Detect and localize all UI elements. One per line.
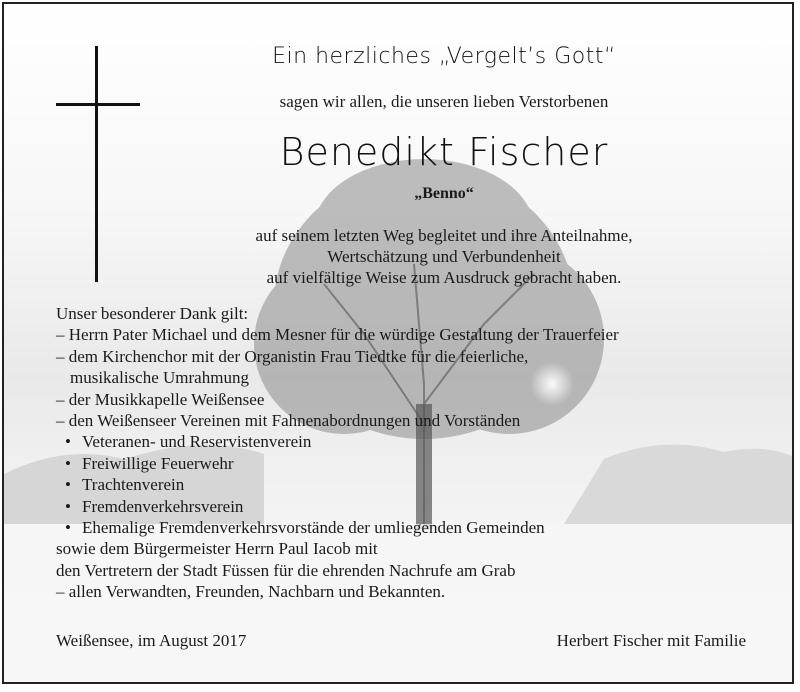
thanks-item: – allen Verwandten, Freunden, Nachbarn und Bekannten. xyxy=(56,582,446,602)
heading: Ein herzliches „Vergelt’s Gott“ xyxy=(272,44,616,69)
club-label: Trachtenverein xyxy=(82,475,185,495)
club-item xyxy=(56,517,619,538)
nickname: „Benno“ xyxy=(414,185,474,202)
club-item xyxy=(56,474,619,495)
club-item xyxy=(56,453,619,474)
thanks-item: – Herrn Pater Michael und dem Mesner für die würdige Gestaltung der Trauerfeier xyxy=(56,325,619,345)
club-item xyxy=(56,431,619,452)
body-line: Wertschätzung und Verbundenheit xyxy=(327,247,561,266)
condolence-text xyxy=(4,225,792,288)
club-item xyxy=(56,496,619,517)
bullet-icon: • xyxy=(65,432,71,452)
thanks-item: – den Weißenseer Vereinen mit Fahnenabordnungen und Vorständen xyxy=(56,411,521,431)
mayor-thanks-continuation: den Vertretern der Stadt Füssen für die ehrenden Nachrufe am Grab xyxy=(56,560,516,580)
place-date: Weißensee, im August 2017 xyxy=(56,631,247,650)
body-line: auf seinem letzten Weg begleitet und ihre Anteilnahme, xyxy=(255,226,633,245)
club-label: Ehemalige Fremdenverkehrsvorstände der umliegenden Gemeinden xyxy=(82,518,545,538)
bullet-icon: • xyxy=(65,453,71,473)
thanks-item-continuation: musikalische Umrahmung xyxy=(70,368,249,388)
bullet-icon: • xyxy=(65,475,71,495)
thanks-item: – dem Kirchenchor mit der Organistin Frau Tiedtke für die feierliche, xyxy=(56,346,529,366)
club-label: Freiwillige Feuerwehr xyxy=(82,453,234,473)
obituary-notice xyxy=(2,2,794,684)
deceased-name: Benedikt Fischer xyxy=(279,130,609,174)
bullet-icon: • xyxy=(65,496,71,516)
club-label: Fremdenverkehrsverein xyxy=(82,496,244,516)
signature: Herbert Fischer mit Familie xyxy=(556,631,746,650)
special-thanks-list xyxy=(56,303,619,603)
bullet-icon: • xyxy=(65,518,71,538)
thanks-intro: Unser besonderer Dank gilt: xyxy=(56,304,249,323)
mayor-thanks: sowie dem Bürgermeister Herrn Paul Iacob mit xyxy=(56,539,378,559)
body-line: auf vielfältige Weise zum Ausdruck gebracht haben. xyxy=(266,268,622,287)
club-label: Veteranen- und Reservistenverein xyxy=(82,432,312,452)
thanks-item: – der Musikkapelle Weißensee xyxy=(56,389,265,409)
subheading: sagen wir allen, die unseren lieben Verstorbenen xyxy=(279,92,609,111)
